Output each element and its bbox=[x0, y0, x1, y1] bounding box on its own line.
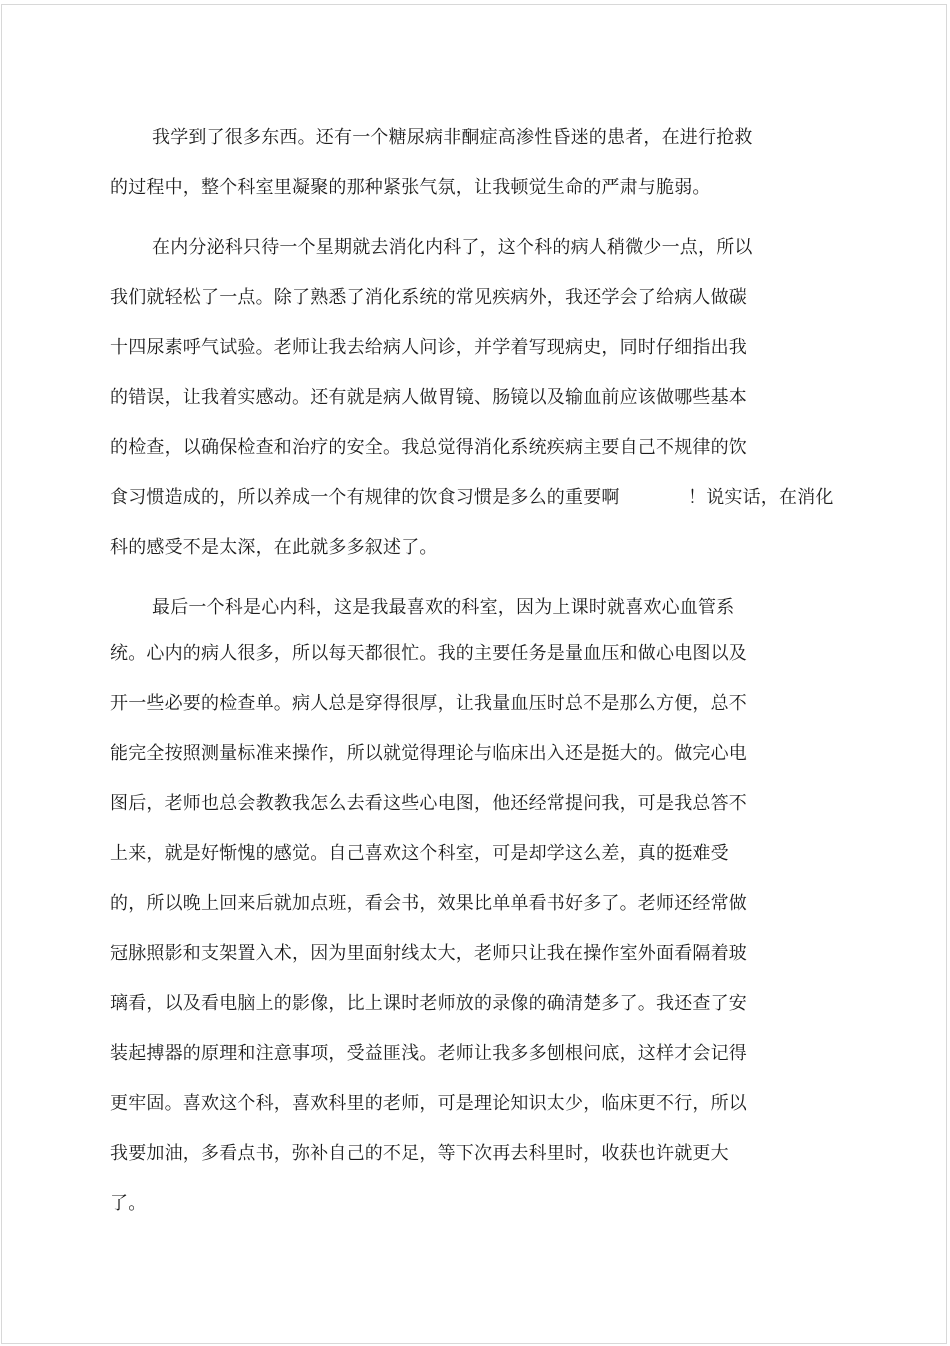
text-line: 冠脉照影和支架置入术，因为里面射线太大，老师只让我在操作室外面看隔着玻 bbox=[110, 943, 747, 964]
text-line: 装起搏器的原理和注意事项，受益匪浅。老师让我多多刨根问底，这样才会记得 bbox=[110, 1043, 747, 1064]
text-line: 食习惯造成的，所以养成一个有规律的饮食习惯是多么的重要啊 bbox=[110, 487, 620, 508]
text-line: 更牢固。喜欢这个科，喜欢科里的老师，可是理论知识太少，临床更不行，所以 bbox=[110, 1093, 747, 1114]
text-line: 的过程中，整个科室里凝聚的那种紧张气氛，让我顿觉生命的严肃与脆弱。 bbox=[110, 177, 711, 198]
text-line: 我要加油，多看点书，弥补自己的不足，等下次再去科里时，收获也许就更大 bbox=[110, 1143, 729, 1164]
text-line: 最后一个科是心内科，这是我最喜欢的科室，因为上课时就喜欢心血管系 bbox=[152, 597, 735, 618]
text-line: 统。心内的病人很多，所以每天都很忙。我的主要任务是量血压和做心电图以及 bbox=[110, 643, 747, 664]
text-line: 在内分泌科只待一个星期就去消化内科了，这个科的病人稍微少一点，所以 bbox=[152, 237, 753, 258]
text-line: 的错误，让我着实感动。还有就是病人做胃镜、肠镜以及输血前应该做哪些基本 bbox=[110, 387, 747, 408]
text-line: 开一些必要的检查单。病人总是穿得很厚，让我量血压时总不是那么方便，总不 bbox=[110, 693, 747, 714]
text-line: 科的感受不是太深，在此就多多叙述了。 bbox=[110, 537, 438, 558]
text-line: 璃看，以及看电脑上的影像，比上课时老师放的录像的确清楚多了。我还查了安 bbox=[110, 993, 747, 1014]
text-line: 的，所以晚上回来后就加点班，看会书，效果比单单看书好多了。老师还经常做 bbox=[110, 893, 747, 914]
text-line: ！说实话，在消化 bbox=[688, 487, 834, 508]
text-line: 上来，就是好惭愧的感觉。自己喜欢这个科室，可是却学这么差，真的挺难受 bbox=[110, 843, 729, 864]
text-line: 能完全按照测量标准来操作，所以就觉得理论与临床出入还是挺大的。做完心电 bbox=[110, 743, 747, 764]
text-line: 十四尿素呼气试验。老师让我去给病人问诊，并学着写现病史，同时仔细指出我 bbox=[110, 337, 747, 358]
text-line: 的检查，以确保检查和治疗的安全。我总觉得消化系统疾病主要自己不规律的饮 bbox=[110, 437, 747, 458]
document-page bbox=[1, 4, 947, 1344]
text-line: 我们就轻松了一点。除了熟悉了消化系统的常见疾病外，我还学会了给病人做碳 bbox=[110, 287, 747, 308]
text-line: 我学到了很多东西。还有一个糖尿病非酮症高渗性昏迷的患者，在进行抢救 bbox=[152, 127, 753, 148]
text-line: 了。 bbox=[110, 1193, 147, 1214]
text-line: 图后，老师也总会教教我怎么去看这些心电图，他还经常提问我，可是我总答不 bbox=[110, 793, 747, 814]
